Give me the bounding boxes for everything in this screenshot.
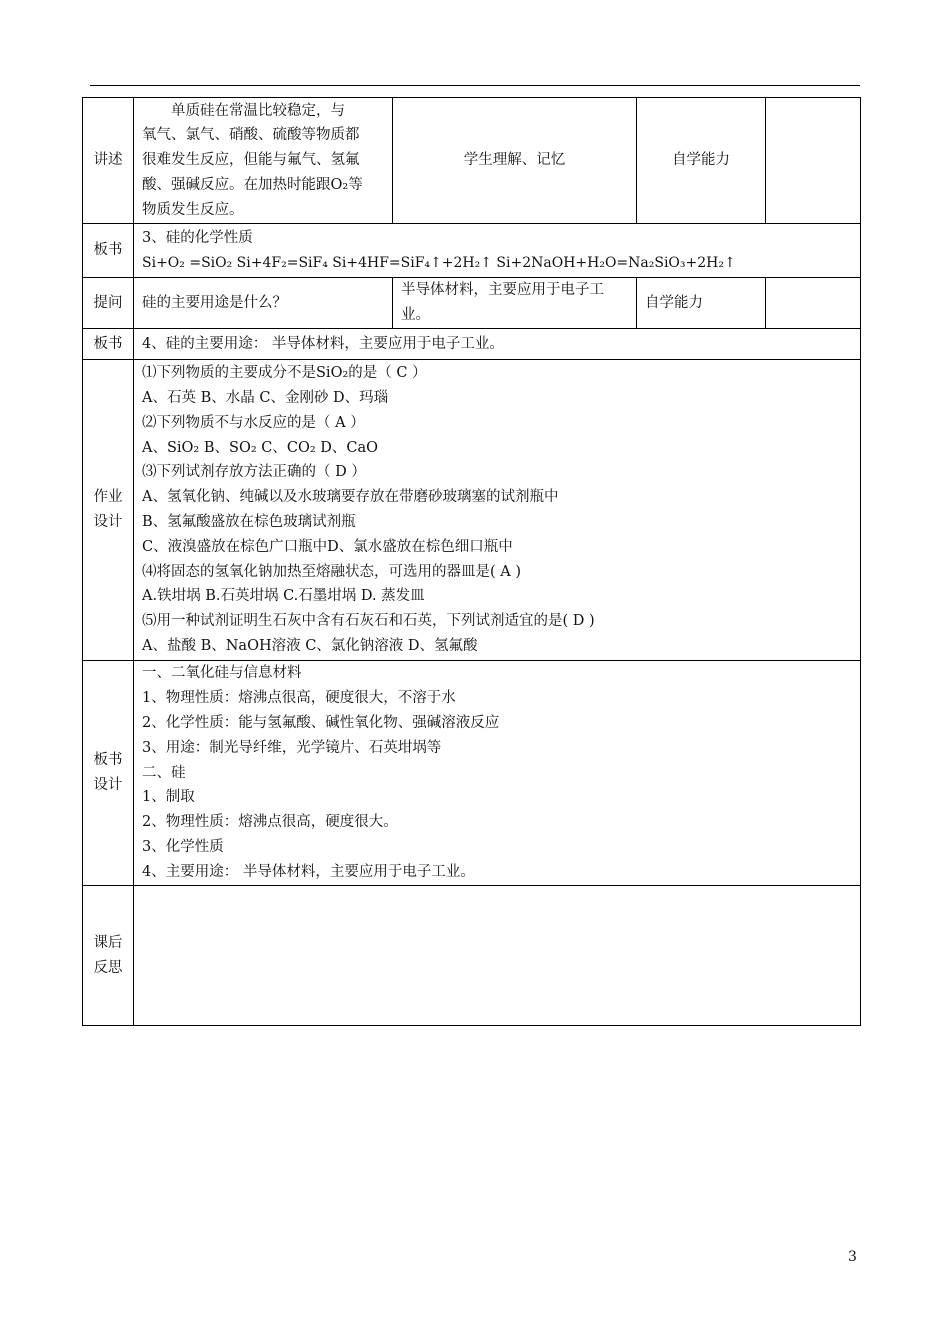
lecture-content: 单质硅在常温比较稳定，与 氧气、氯气、硝酸、硫酸等物质都 很难发生反应，但能与氟气、氢氟 酸、强碱反应。在加热时能跟O₂等 物质发生反应。 [134, 98, 393, 224]
board-design-content: 一、二氧化硅与信息材料 1、物理性质：熔沸点很高，硬度很大，不溶于水 2、化学性质：能与氢氟酸、碱性氧化物、强碱溶液反应 3、用途：制光导纤维，光学镜片、石英坩埚等 二、硅 1、制取 2、物理性质：熔沸点很高，硬度很大。 3、化学性质 4、主要用途： 半导体材料，主要应用于电子工业。 [134, 661, 861, 886]
row-label: 讲述 [83, 98, 134, 224]
empty-cell [766, 278, 861, 329]
row-label: 板书 [83, 224, 134, 278]
board-content: 3、硅的化学性质 Si+O₂ =SiO₂ Si+4F₂=SiF₄ Si+4HF=SiF₄↑+2H₂↑ Si+2NaOH+H₂O=Na₂SiO₃+2H₂↑ [134, 224, 861, 278]
row-reflection [83, 886, 861, 1026]
row-label: 作业 设计 [83, 360, 134, 661]
page-number: 3 [848, 1249, 857, 1265]
row-question [83, 278, 861, 329]
ability-cell: 自学能力 [637, 98, 766, 224]
header-rule [90, 85, 860, 86]
ability-cell: 自学能力 [637, 278, 766, 329]
question-text: 硅的主要用途是什么？ [134, 278, 393, 329]
row-label: 板书 [83, 329, 134, 360]
row-label: 板书 设计 [83, 661, 134, 886]
row-label: 提问 [83, 278, 134, 329]
row-label: 课后 反思 [83, 886, 134, 1026]
row-homework [83, 360, 861, 661]
row-lecture [83, 98, 861, 224]
lesson-plan-table [82, 97, 861, 1026]
row-board-uses [83, 329, 861, 360]
row-board-design [83, 661, 861, 886]
student-activity: 学生理解、记忆 [393, 98, 637, 224]
board-content: 4、硅的主要用途： 半导体材料，主要应用于电子工业。 [134, 329, 861, 360]
empty-cell [766, 98, 861, 224]
homework-content: ⑴下列物质的主要成分不是SiO₂的是（ C ） A、石英 B、水晶 C、金刚砂 D、玛瑙 ⑵下列物质不与水反应的是（ A ） A、SiO₂ B、SO₂ C、CO₂ D、CaO ⑶下列试剂存放方法正确的（ D ） A、氢氧化钠、纯碱以及水玻璃要存放在带磨砂玻璃塞的试剂瓶中 B、氢氟酸盛放在棕色玻璃试剂瓶 C、液溴盛放在棕色广口瓶中D、氯水盛放在棕色细口瓶中 ⑷将固态的氢氧化钠加热至熔融状态，可选用的器皿是( A ) A.铁坩埚 B.石英坩埚 C.石墨坩埚 D. 蒸发皿 ⑸用一种试剂证明生石灰中含有石灰石和石英，下列试剂适宜的是( D ) A、盐酸 B、NaOH溶液 C、氯化钠溶液 D、氢氟酸 [134, 360, 861, 661]
answer-text: 半导体材料，主要应用于电子工业。 [393, 278, 637, 329]
reflection-content [134, 886, 861, 1026]
row-board-chem-properties [83, 224, 861, 278]
